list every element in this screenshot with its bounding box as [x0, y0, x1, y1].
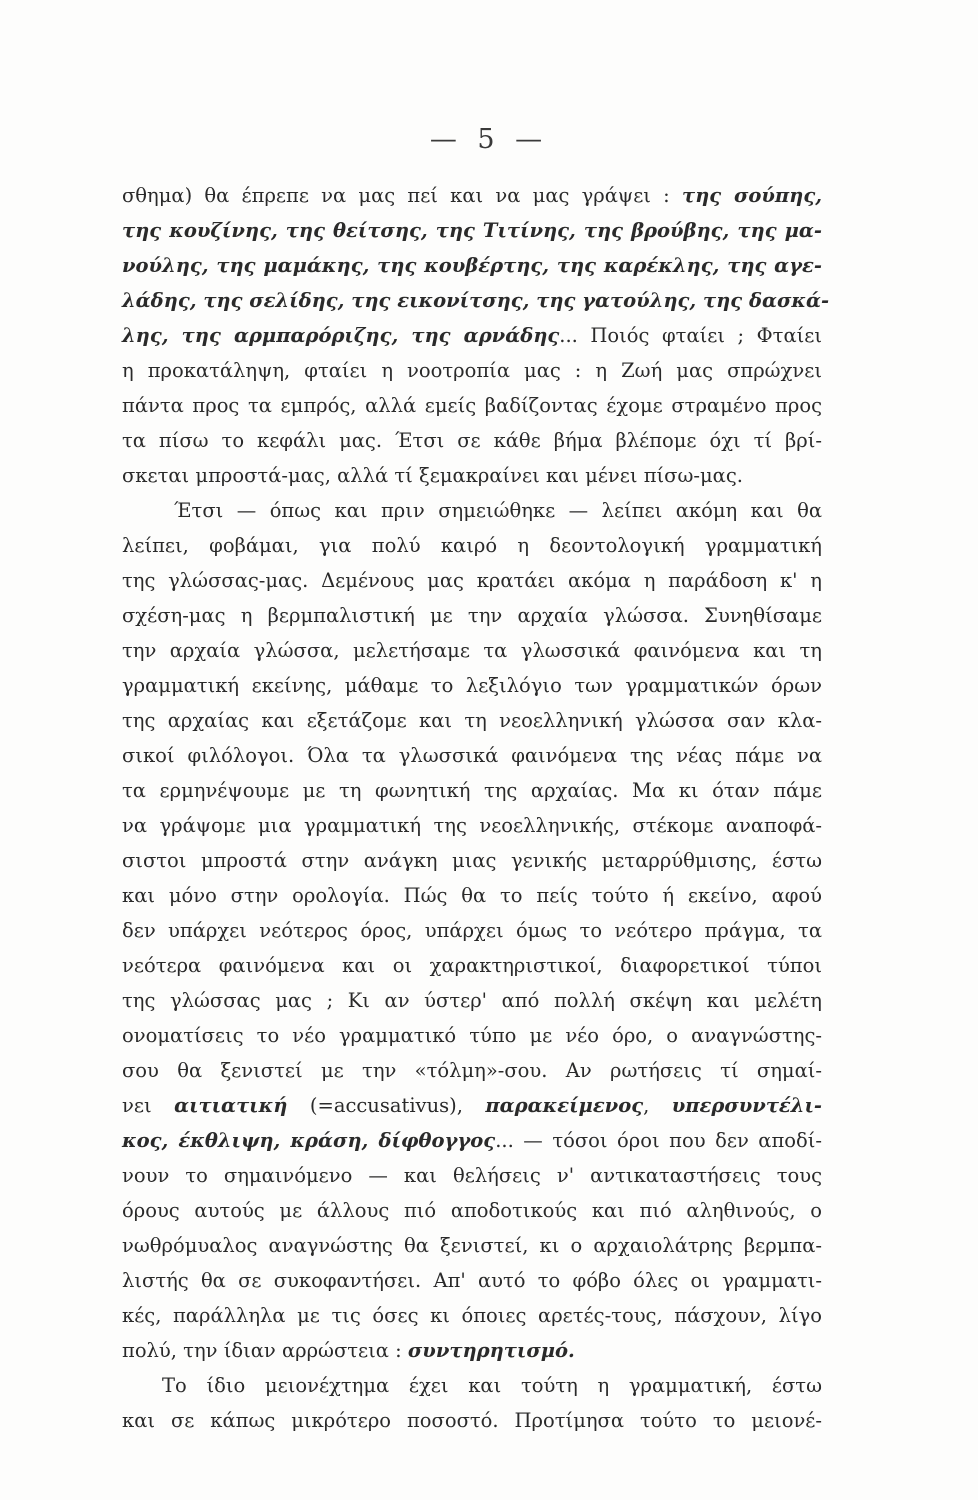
- emphasized-term: υπερσυντέλι-: [671, 1094, 822, 1117]
- text-segment: νεότερα φαινόμενα και οι χαρακτηριστικοί, διαφορετικοί τύποι: [122, 954, 822, 977]
- text-segment: της αρχαίας και εξετάζομε και τη νεοελληνική γλώσσα σαν κλα-: [122, 709, 822, 732]
- text-line: [122, 528, 822, 563]
- emphasized-term: αιτιατική: [174, 1094, 288, 1117]
- text-segment: και σε κάπως μικρότερο ποσοστό. Προτίμησα τούτο το μειονέ-: [122, 1409, 822, 1432]
- text-line: [122, 1193, 822, 1228]
- text-line: [122, 948, 822, 983]
- text-line: [122, 808, 822, 843]
- text-line: [122, 1298, 822, 1333]
- text-segment: η προκατάληψη, φταίει η νοοτροπία μας : η Ζωή μας σπρώχνει: [122, 359, 822, 382]
- text-segment: και μόνο στην ορολογία. Πώς θα το πείς τούτο ή εκείνο, αφού: [122, 884, 822, 907]
- text-segment: Το ίδιο μειονέχτημα έχει και τούτη η γραμματική, έστω: [162, 1374, 822, 1397]
- text-line: [122, 1018, 822, 1053]
- text-line: [122, 773, 822, 808]
- text-line: [122, 703, 822, 738]
- text-segment: νει: [122, 1094, 175, 1117]
- text-segment: τα ερμηνέψουμε με τη φωνητική της αρχαίας. Μα κι όταν πάμε: [122, 779, 822, 802]
- text-line: [122, 458, 822, 493]
- text-segment: τα πίσω το κεφάλι μας. Έτσι σε κάθε βήμα βλέπομε όχι τί βρί-: [122, 429, 822, 452]
- text-line: [122, 598, 822, 633]
- emphasized-term: της κουζίνης, της θείτσης, της Τιτίνης, της βρούβης, της μα-: [122, 219, 822, 242]
- text-line: [122, 1053, 822, 1088]
- text-line: [122, 738, 822, 773]
- page-number: — 5 —: [429, 124, 549, 155]
- text-segment: όρους αυτούς με άλλους πιό αποδοτικούς και πιό αληθινούς, ο: [122, 1199, 822, 1222]
- emphasized-term: της σούπης,: [681, 184, 822, 207]
- text-segment: λείπει, φοβάμαι, για πολύ καιρό η δεοντολογική γραμματική: [122, 534, 822, 557]
- text-line: [122, 318, 822, 353]
- text-line: [122, 283, 830, 318]
- emphasized-term: κος, έκθλιψη, κράση, δίφθογγος: [122, 1129, 496, 1152]
- text-line: [122, 1228, 822, 1263]
- text-segment: δεν υπάρχει νεότερος όρος, υπάρχει όμως το νεότερο πράγμα, τα: [122, 919, 822, 942]
- text-line: [122, 633, 822, 668]
- text-segment: ονοματίσεις το νέο γραμματικό τύπο με νέο όρο, ο αναγνώστης-: [122, 1024, 822, 1047]
- text-segment: σιστοι μπροστά στην ανάγκη μιας γενικής μεταρρύθμισης, έστω: [122, 849, 822, 872]
- text-segment: νουν το σημαινόμενο — και θελήσεις ν' αντικαταστήσεις τους: [122, 1164, 822, 1187]
- text-line: [122, 248, 822, 283]
- text-segment: (=accusativus),: [287, 1094, 486, 1117]
- text-segment: σκεται μπροστά-μας, αλλά τί ξεμακραίνει και μένει πίσω-μας.: [122, 464, 743, 487]
- text-line: [122, 493, 822, 528]
- text-line: [122, 388, 822, 423]
- text-segment: νωθρόμυαλος αναγνώστης θα ξενιστεί, κι ο αρχαιολάτρης βερμπα-: [122, 1234, 822, 1257]
- text-segment: σικοί φιλόλογοι. Όλα τα γλωσσικά φαινόμενα της νέας πάμε να: [122, 744, 822, 767]
- text-line: [122, 213, 822, 248]
- text-line: [122, 563, 822, 598]
- emphasized-term: συντηρητισμό.: [407, 1339, 575, 1362]
- emphasized-term: παρακείμενος: [485, 1094, 644, 1117]
- text-segment: σθημα) θα έπρεπε να μας πεί και να μας γράψει :: [122, 184, 682, 207]
- text-segment: ,: [643, 1094, 672, 1117]
- text-line: [122, 1403, 822, 1438]
- text-segment: την αρχαία γλώσσα, μελετήσαμε τα γλωσσικά φαινόμενα και τη: [122, 639, 822, 662]
- text-line: [122, 1333, 822, 1368]
- text-line: [122, 1368, 822, 1403]
- text-line: [122, 1158, 822, 1193]
- text-segment: σχέση-μας η βερμπαλιστική με την αρχαία γλώσσα. Συνηθίσαμε: [122, 604, 822, 627]
- text-segment: ... Ποιός φταίει ; Φταίει: [559, 324, 822, 347]
- text-segment: γραμματική εκείνης, μάθαμε το λεξιλόγιο των γραμματικών όρων: [122, 674, 822, 697]
- text-segment: της γλώσσας-μας. Δεμένους μας κρατάει ακόμα η παράδοση κ' η: [122, 569, 822, 592]
- text-segment: ... — τόσοι όροι που δεν αποδί-: [495, 1129, 823, 1152]
- text-segment: πάντα προς τα εμπρός, αλλά εμείς βαδίζοντας έχομε στραμένο προς: [122, 394, 822, 417]
- text-line: [122, 843, 822, 878]
- text-line: [122, 1263, 822, 1298]
- text-line: [122, 1123, 822, 1158]
- text-line: [122, 353, 822, 388]
- text-segment: Έτσι — όπως και πριν σημειώθηκε — λείπει ακόμη και θα: [174, 499, 822, 522]
- text-segment: πολύ, την ίδιαν αρρώστεια :: [122, 1339, 408, 1362]
- text-segment: σου θα ξενιστεί με την «τόλμη»-σου. Αν ρωτήσεις τί σημαί-: [122, 1059, 822, 1082]
- text-line: [122, 1088, 822, 1123]
- emphasized-term: νούλης, της μαμάκης, της κουβέρτης, της καρέκλης, της αγε-: [122, 254, 822, 277]
- text-segment: λιστής θα σε συκοφαντήσει. Απ' αυτό το φόβο όλες οι γραμματι-: [122, 1269, 822, 1292]
- text-segment: της γλώσσας μας ; Κι αν ύστερ' από πολλή σκέψη και μελέτη: [122, 989, 822, 1012]
- body-text: [122, 178, 830, 1438]
- text-line: [122, 983, 822, 1018]
- emphasized-term: λης, της αρμπαρόριζης, της αρνάδης: [122, 324, 560, 347]
- text-line: [122, 423, 822, 458]
- text-line: [122, 668, 822, 703]
- text-line: [122, 178, 822, 213]
- text-segment: να γράψομε μια γραμματική της νεοελληνικής, στέκομε αναποφά-: [122, 814, 822, 837]
- text-segment: κές, παράλληλα με τις όσες κι όποιες αρετές-τους, πάσχουν, λίγο: [122, 1304, 822, 1327]
- emphasized-term: λάδης, της σελίδης, της εικονίτσης, της γατούλης, της δασκά-: [122, 289, 830, 312]
- text-line: [122, 878, 822, 913]
- text-line: [122, 913, 822, 948]
